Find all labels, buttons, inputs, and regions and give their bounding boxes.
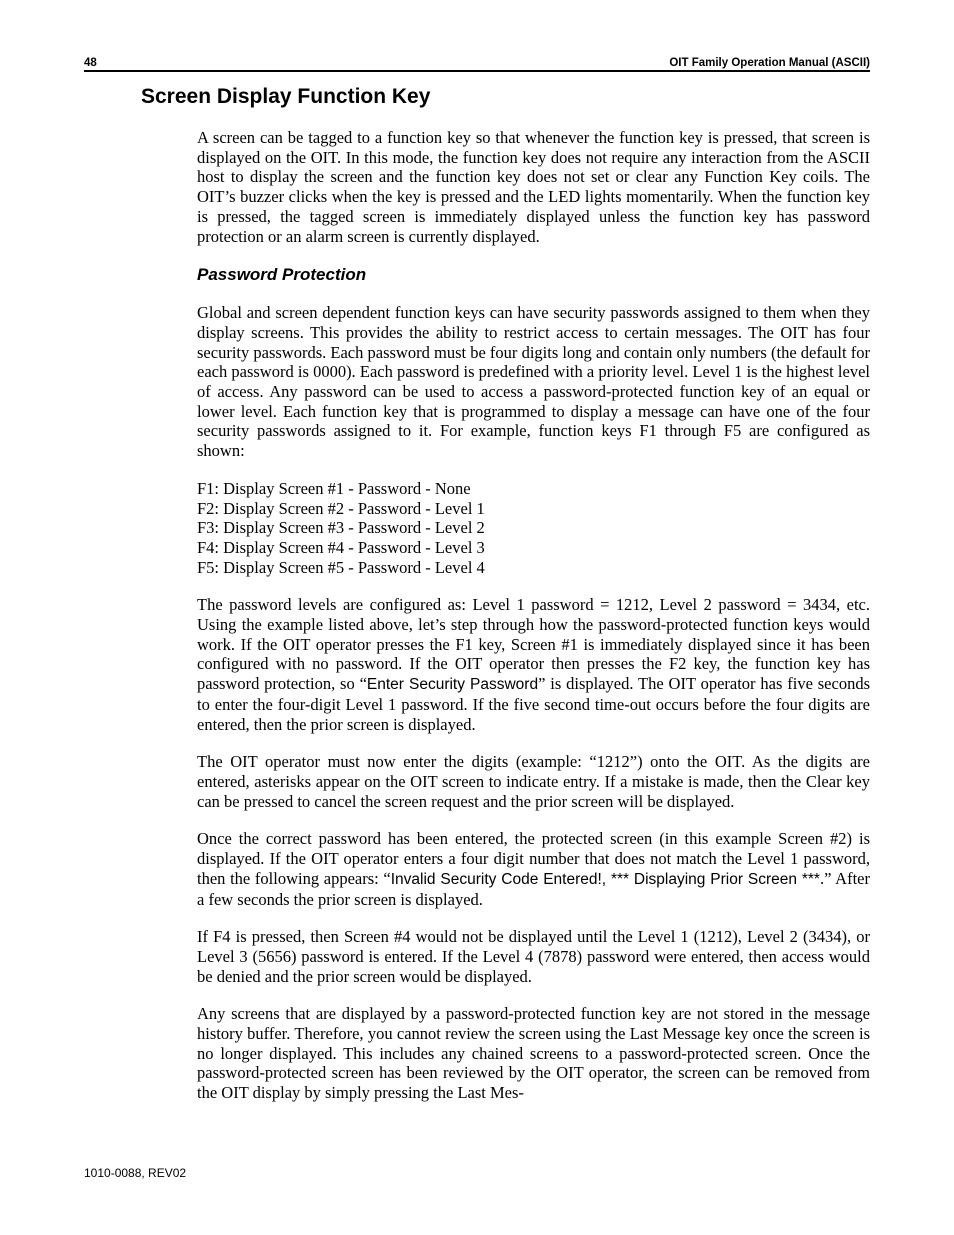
function-key-list [197,479,870,578]
f4-paragraph: If F4 is pressed, then Screen #4 would not be displayed until the Level 1 (1212), Level 2 (3434), or Level 3 (5656) password is entered. If the Level 4 (7878) password were entered, then access would be denied and the prior screen would be displayed. [197,927,870,986]
levels-paragraph [197,595,870,734]
levels-text-end: ” is displayed. The OIT operator has five seconds to enter the four-digit Level 1 password. If the five second time-out occurs before the four digits are entered, then the prior screen is displayed. [197,674,870,734]
correct-password-paragraph [197,829,870,909]
section-title: Screen Display Function Key [141,85,431,108]
header-rule [84,70,870,72]
oit-message-enter-password: Enter Security Password [366,676,539,694]
password-paragraph: Global and screen dependent function keys can have security passwords assigned to them when they display screens. This provides the ability to restrict access to certain messages. The OIT has four security passwords. Each password must be four digits long and contain only numbers (the default for each password is 0000). Each password is predefined with a priority level. Level 1 is the highest level of access. Any password can be used to access a password-protected function key of an equal or lower level. Each function key that is programmed to display a message can have one of the four security passwords assigned to it. For example, function keys F1 through F5 are configured as shown: [197,303,870,461]
list-item: F5: Display Screen #5 - Password - Level 4 [197,557,485,577]
digits-paragraph: The OIT operator must now enter the digits (example: “1212”) onto the OIT. As the digits are entered, asterisks appear on the OIT screen to indicate entry. If a mistake is made, then the Clear key can be pressed to cancel the screen request and the prior screen will be displayed. [197,752,870,811]
oit-message-invalid-code: Invalid Security Code Entered!, *** Displaying Prior Screen *** [390,870,820,888]
subsection-title: Password Protection [197,265,367,285]
list-item: F1: Display Screen #1 - Password - None [197,478,471,498]
levels-text-start: The password levels are configured as: Level 1 password = 1212, Level 2 password = 3434, etc. Using the example listed above, let’s step through how the password-protected function keys would work. If the OIT operator presses the F1 key, Screen #1 is immediately displayed since it has been configured with no password. If the OIT operator then presses the F2 key, the function key has password protection, so “ [197,595,870,694]
page-body [197,128,870,1121]
manual-title: OIT Family Operation Manual (ASCII) [669,57,870,69]
page-header [84,55,870,71]
page-footer: 1010-0088, REV02 [84,1166,187,1180]
list-item: F4: Display Screen #4 - Password - Level 3 [197,537,485,557]
page-number: 48 [84,57,97,69]
list-item: F2: Display Screen #2 - Password - Level 1 [197,498,485,518]
history-paragraph: Any screens that are displayed by a password-protected function key are not stored in the message history buffer. Therefore, you cannot review the screen using the Last Message key once the screen is no longer displayed. This includes any chained screens to a password-protected screen. Once the password-protected screen has been reviewed by the OIT operator, the screen can be removed from the OIT display by simply pressing the Last Mes- [197,1004,870,1103]
intro-paragraph: A screen can be tagged to a function key so that whenever the function key is pressed, that screen is displayed on the OIT. In this mode, the function key does not require any interaction from the ASCII host to display the screen and the function key does not set or clear any Function Key coils. The OIT’s buzzer clicks when the key is pressed and the LED lights momentarily. When the function key is pressed, the tagged screen is immediately displayed unless the function key has password protection or an alarm screen is currently displayed. [197,128,870,246]
list-item: F3: Display Screen #3 - Password - Level 2 [197,518,485,538]
correct-text-start: Once the correct password has been entered, the protected screen (in this example Screen #2) is displayed. If the OIT operator enters a four digit number that does not match the Level 1 password, then the following appears: “ [197,829,870,888]
correct-text-end: .” After a few seconds the prior screen is displayed. [197,868,870,909]
